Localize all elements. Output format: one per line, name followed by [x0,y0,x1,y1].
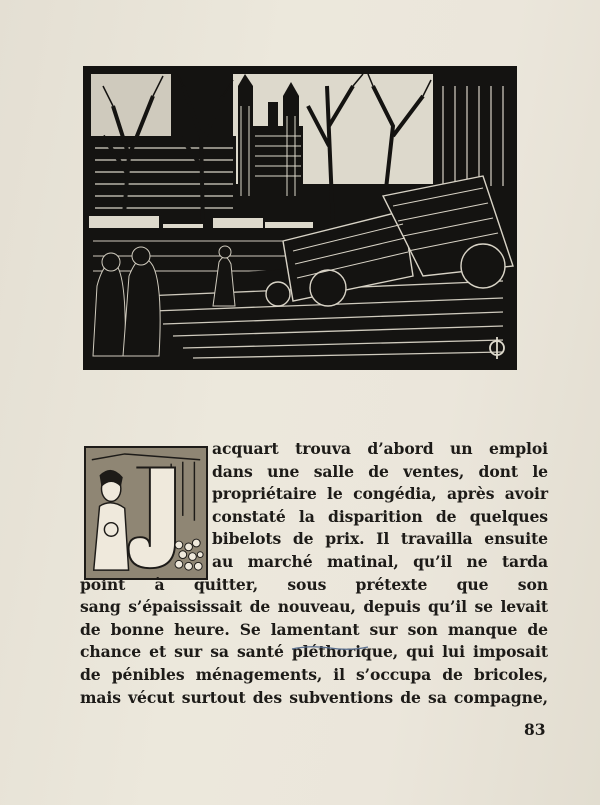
text-line: de bonne heure. Se lamentant sur son manque de [80,619,548,639]
text-line: dans une salle de ventes, dont le [212,461,548,481]
text-line: constaté la disparition de quelques [212,506,548,526]
body-text [80,438,548,709]
text-line: mais vécut surtout des subventions de sa compagne, [80,687,548,707]
text-line: propriétaire le congédia, après avoir [212,484,548,504]
woodcut-illustration [83,66,517,370]
text-line: chance et sur sa santé pléthorique, qui lui imposait [80,642,548,662]
pencil-underline [290,643,370,653]
text-line: bibelots de prix. Il travailla ensuite [212,529,548,549]
text-line: acquart trouva d’abord un emploi [212,439,548,458]
text-line: de pénibles ménagements, il s’occupa de bricoles, [80,664,548,684]
text-line: point à quitter, sous prétexte que son [80,574,548,594]
page-number: 83 [524,720,546,739]
text-line: au marché matinal, qu’il ne tarda [212,551,548,571]
text-line: sang s’épaississait de nouveau, depuis qu’il se levait [80,597,548,617]
